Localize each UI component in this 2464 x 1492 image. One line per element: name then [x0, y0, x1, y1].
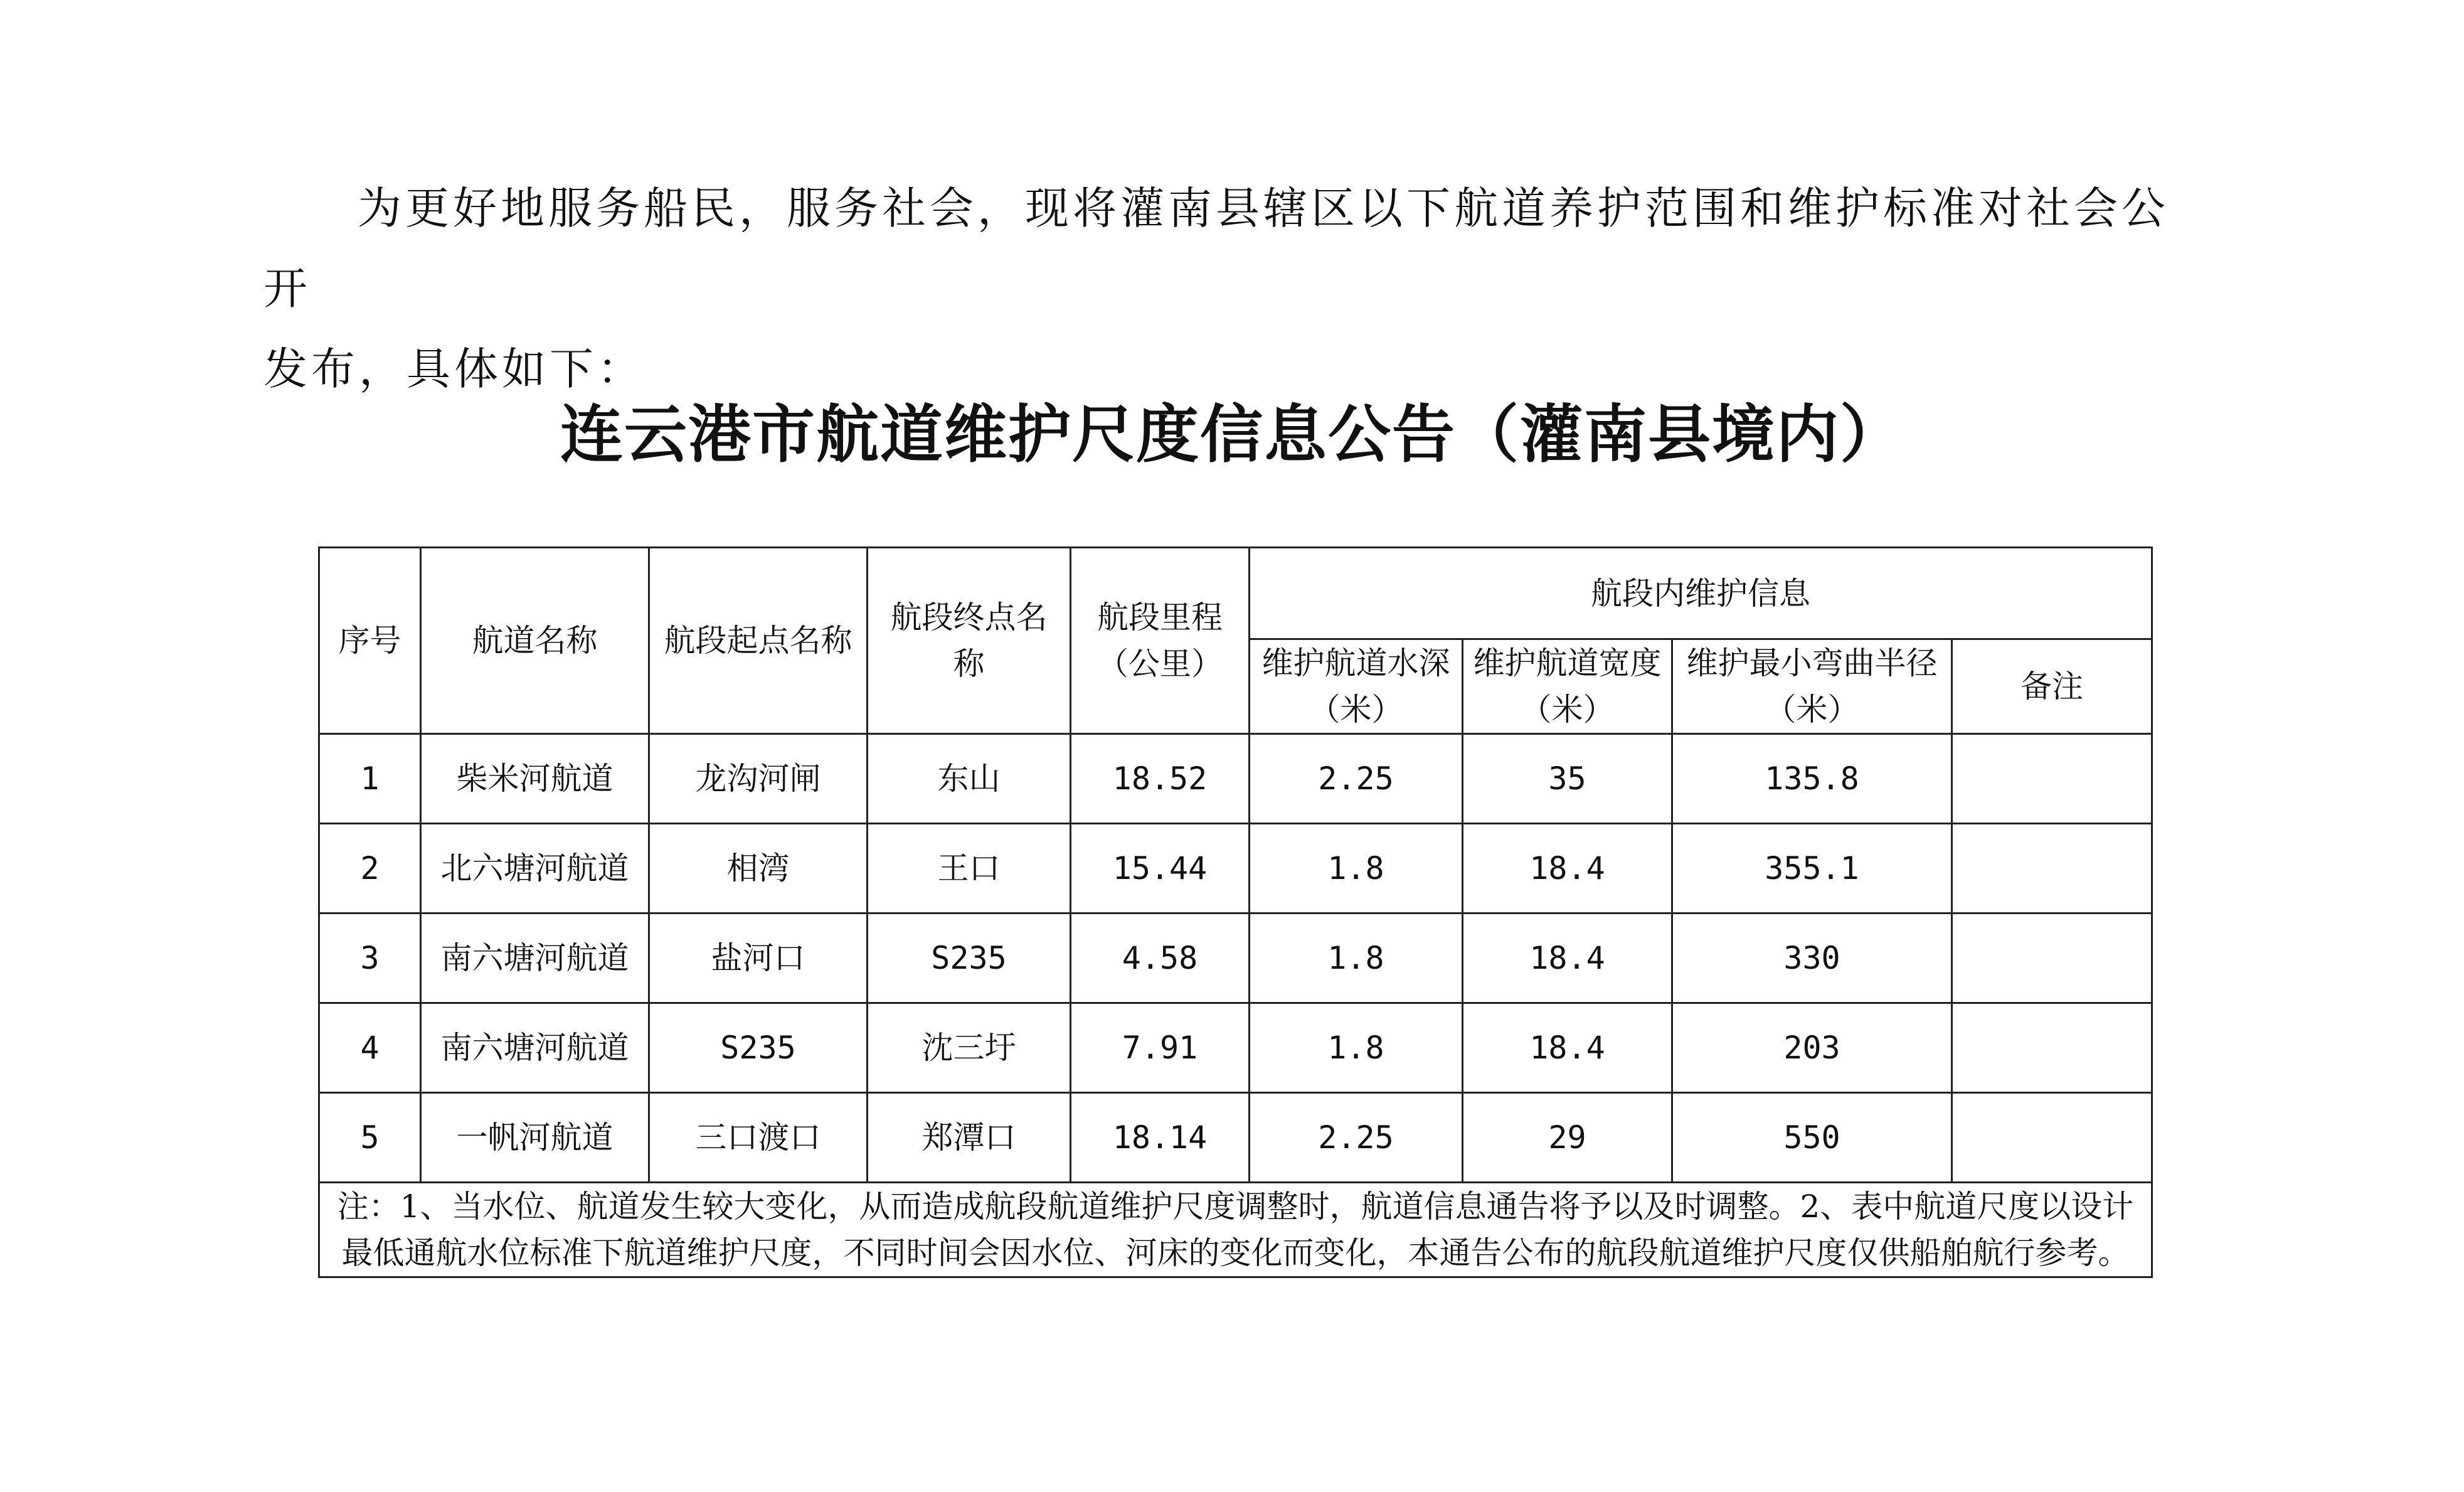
- cell-end: 郑潭口: [868, 1093, 1071, 1183]
- table-row: [319, 734, 2152, 824]
- intro-line-1: 为更好地服务船民，服务社会，现将灌南县辖区以下航道养护范围和维护标准对社会公开: [263, 183, 2169, 314]
- cell-remarks: [1952, 824, 2152, 914]
- cell-start: 盐河口: [649, 914, 868, 1003]
- cell-width: 35: [1463, 734, 1672, 824]
- cell-seq: 2: [319, 824, 421, 914]
- page-title: 连云港市航道维护尺度信息公告（灌南县境内）: [560, 397, 1904, 471]
- cell-depth: 1.8: [1250, 824, 1463, 914]
- cell-radius: 355.1: [1672, 824, 1952, 914]
- cell-length: 15.44: [1071, 824, 1250, 914]
- cell-seq: 1: [319, 734, 421, 824]
- cell-start: S235: [649, 1003, 868, 1093]
- cell-radius: 135.8: [1672, 734, 1952, 824]
- header-length: 航段里程（公里）: [1071, 548, 1250, 734]
- cell-end: 王口: [868, 824, 1071, 914]
- cell-remarks: [1952, 914, 2152, 1003]
- table-row: [319, 914, 2152, 1003]
- cell-depth: 2.25: [1250, 1093, 1463, 1183]
- header-row-1: [319, 548, 2152, 639]
- cell-channel: 一帆河航道: [421, 1093, 649, 1183]
- cell-remarks: [1952, 734, 2152, 824]
- header-remarks: 备注: [1952, 639, 2152, 734]
- cell-depth: 2.25: [1250, 734, 1463, 824]
- cell-width: 18.4: [1463, 1003, 1672, 1093]
- cell-channel: 南六塘河航道: [421, 914, 649, 1003]
- cell-length: 18.52: [1071, 734, 1250, 824]
- table-row: [319, 1003, 2152, 1093]
- cell-start: 相湾: [649, 824, 868, 914]
- cell-length: 18.14: [1071, 1093, 1250, 1183]
- cell-radius: 550: [1672, 1093, 1952, 1183]
- cell-end: S235: [868, 914, 1071, 1003]
- header-start-point: 航段起点名称: [649, 548, 868, 734]
- channel-maintenance-table: [318, 546, 2153, 1278]
- cell-length: 7.91: [1071, 1003, 1250, 1093]
- header-width: 维护航道宽度（米）: [1463, 639, 1672, 734]
- cell-start: 龙沟河闸: [649, 734, 868, 824]
- cell-depth: 1.8: [1250, 1003, 1463, 1093]
- cell-seq: 4: [319, 1003, 421, 1093]
- cell-seq: 3: [319, 914, 421, 1003]
- cell-depth: 1.8: [1250, 914, 1463, 1003]
- table-note: 注：1、当水位、航道发生较大变化，从而造成航段航道维护尺度调整时，航道信息通告将予以及时调整。2、表中航道尺度以设计最低通航水位标准下航道维护尺度，不同时间会因水位、河床的变化而变化，本通告公布的航段航道维护尺度仅供船舶航行参考。: [319, 1183, 2152, 1277]
- cell-width: 29: [1463, 1093, 1672, 1183]
- cell-channel: 柴米河航道: [421, 734, 649, 824]
- cell-width: 18.4: [1463, 914, 1672, 1003]
- cell-end: 东山: [868, 734, 1071, 824]
- cell-width: 18.4: [1463, 824, 1672, 914]
- cell-remarks: [1952, 1093, 2152, 1183]
- header-channel-name: 航道名称: [421, 548, 649, 734]
- intro-line-2: 发布，具体如下：: [263, 343, 645, 395]
- header-radius: 维护最小弯曲半径（米）: [1672, 639, 1952, 734]
- table-row: [319, 1093, 2152, 1183]
- cell-radius: 330: [1672, 914, 1952, 1003]
- cell-end: 沈三圩: [868, 1003, 1071, 1093]
- table-row: [319, 824, 2152, 914]
- cell-seq: 5: [319, 1093, 421, 1183]
- header-end-point: 航段终点名称: [868, 548, 1071, 734]
- cell-length: 4.58: [1071, 914, 1250, 1003]
- header-seq: 序号: [319, 548, 421, 734]
- cell-start: 三口渡口: [649, 1093, 868, 1183]
- header-maintenance-group: 航段内维护信息: [1250, 548, 2152, 639]
- intro-paragraph: [263, 168, 2214, 409]
- cell-channel: 南六塘河航道: [421, 1003, 649, 1093]
- cell-channel: 北六塘河航道: [421, 824, 649, 914]
- header-depth: 维护航道水深（米）: [1250, 639, 1463, 734]
- cell-radius: 203: [1672, 1003, 1952, 1093]
- note-row: [319, 1183, 2152, 1277]
- cell-remarks: [1952, 1003, 2152, 1093]
